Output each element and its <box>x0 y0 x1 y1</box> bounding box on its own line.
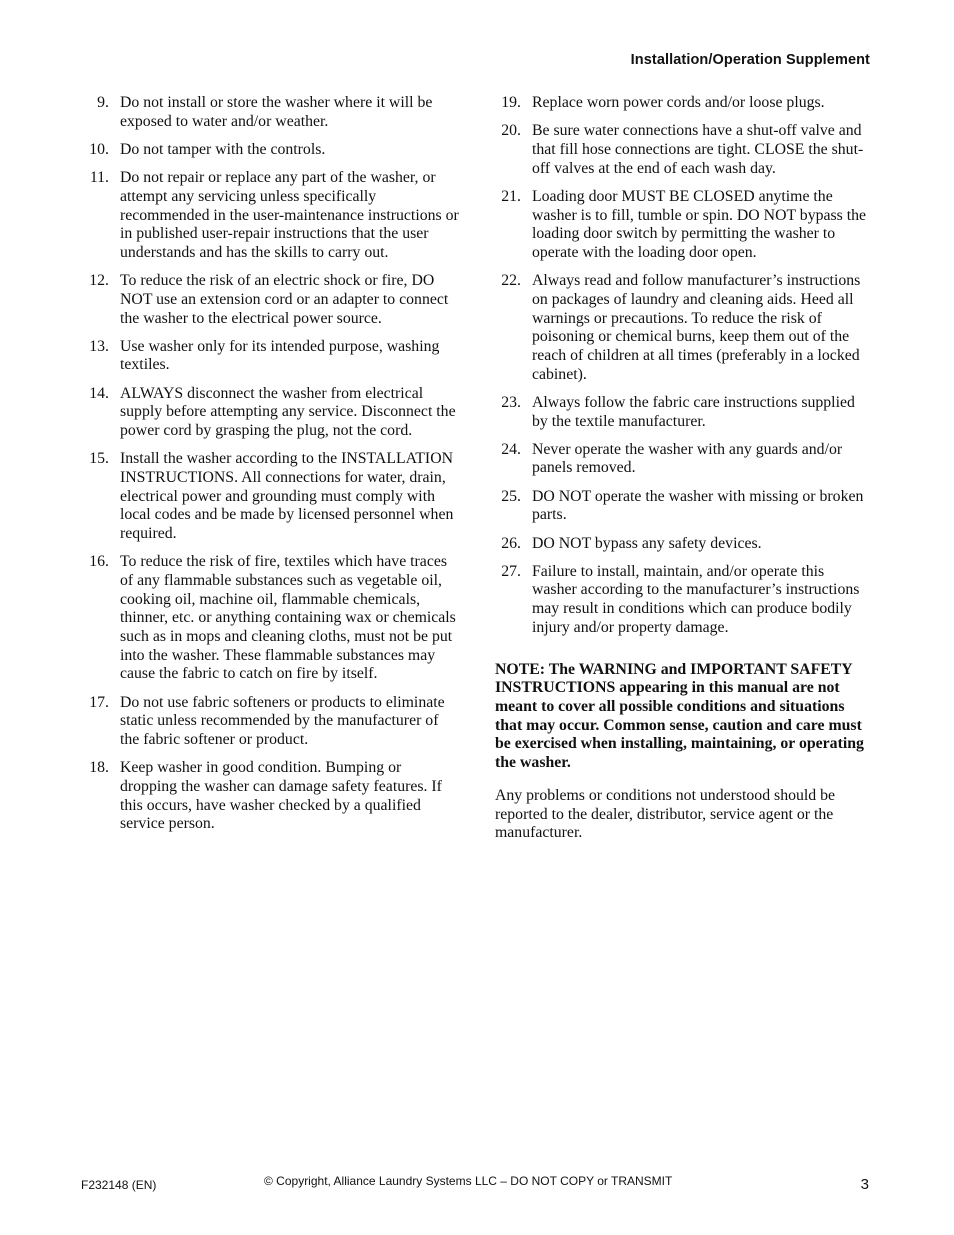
item-number: 26. <box>501 534 521 552</box>
safety-instructions-list-left <box>83 94 461 834</box>
list-item <box>83 694 461 750</box>
item-text: Install the washer according to the INSTALLATION INSTRUCTIONS. All connections for water, drain, electrical power and grounding must comply with local codes and be made by licensed personnel when required. <box>120 450 454 543</box>
item-number: 22. <box>501 272 521 290</box>
list-item <box>83 759 461 834</box>
document-id: F232148 (EN) <box>81 1178 157 1192</box>
list-item <box>83 385 461 441</box>
item-text: DO NOT bypass any safety devices. <box>532 534 762 552</box>
item-text: Always read and follow manufacturer’s instructions on packages of laundry and cleaning aids. Heed all warnings or precautions. To reduce the risk of poisoning or chemical burns, keep them out of the reach of children at all times (preferably in a locked cabinet). <box>532 272 861 383</box>
list-item <box>83 553 461 684</box>
item-number: 24. <box>501 440 521 458</box>
item-text: Replace worn power cords and/or loose plugs. <box>532 94 825 111</box>
item-number: 10. <box>89 140 109 158</box>
item-text: To reduce the risk of fire, textiles which have traces of any flammable substances such as vegetable oil, cooking oil, machine oil, flammable chemicals, thinner, etc. or anything containing wax or chemicals such as in mops and cleaning cloths, must not be put into the washer. These flammable substances may cause the fabric to catch on fire by itself. <box>120 553 456 683</box>
list-item <box>495 441 871 478</box>
item-text: Always follow the fabric care instructions supplied by the textile manufacturer. <box>532 393 855 430</box>
page-header-title: Installation/Operation Supplement <box>630 52 870 68</box>
list-item <box>495 122 871 178</box>
list-item <box>495 394 871 431</box>
item-number: 21. <box>501 187 521 205</box>
item-number: 12. <box>89 272 109 290</box>
item-text: DO NOT operate the washer with missing or broken parts. <box>532 487 864 524</box>
list-item <box>495 535 871 554</box>
item-number: 23. <box>501 393 521 411</box>
item-text: Be sure water connections have a shut-off valve and that fill hose connections are tight. CLOSE the shut-off valves at the end of each wash day. <box>532 122 864 177</box>
item-number: 18. <box>89 759 109 777</box>
item-number: 20. <box>501 122 521 140</box>
list-item <box>83 94 461 131</box>
safety-instructions-list-right <box>495 94 871 638</box>
item-number: 14. <box>89 384 109 402</box>
item-text: Do not repair or replace any part of the washer, or attempt any servicing unless specifically recommended in the user-maintenance instructions or in published user-repair instructions that the user understands and has the skills to carry out. <box>120 169 459 261</box>
list-item <box>83 338 461 375</box>
item-text: Do not install or store the washer where it will be exposed to water and/or weather. <box>120 94 433 130</box>
list-item <box>83 450 461 544</box>
item-number: 9. <box>97 94 109 111</box>
list-item <box>495 272 871 384</box>
item-number: 16. <box>89 553 109 571</box>
item-number: 25. <box>501 487 521 505</box>
right-column <box>495 94 871 843</box>
list-item <box>495 94 871 113</box>
list-item <box>495 188 871 263</box>
safety-note: NOTE: The WARNING and IMPORTANT SAFETY INSTRUCTIONS appearing in this manual are not meant to cover all possible conditions and situations that may occur. Common sense, caution and care must be exercised when installing, maintaining, or operating the washer. <box>495 660 864 772</box>
item-text: Loading door MUST BE CLOSED anytime the washer is to fill, tumble or spin. DO NOT bypass the loading door switch by permitting the washer to operate with the loading door open. <box>532 187 867 261</box>
page-number: 3 <box>860 1176 869 1193</box>
item-text: To reduce the risk of an electric shock or fire, DO NOT use an extension cord or an adapter to connect the washer to the electrical power source. <box>120 272 449 327</box>
item-number: 11. <box>89 169 109 187</box>
list-item <box>83 141 461 160</box>
copyright-notice: © Copyright, Alliance Laundry Systems LLC – DO NOT COPY or TRANSMIT <box>264 1174 673 1188</box>
item-text: Use washer only for its intended purpose, washing textiles. <box>120 337 440 374</box>
item-number: 17. <box>89 693 109 711</box>
list-item <box>83 169 461 263</box>
closing-paragraph: Any problems or conditions not understood should be reported to the dealer, distributor, service agent or the manufacturer. <box>495 786 836 842</box>
list-item <box>83 272 461 328</box>
item-number: 27. <box>501 562 521 580</box>
list-item <box>495 488 871 525</box>
item-number: 15. <box>89 450 109 468</box>
item-number: 19. <box>501 94 521 111</box>
item-text: Never operate the washer with any guards and/or panels removed. <box>532 440 843 477</box>
item-text: Do not use fabric softeners or products to eliminate static unless recommended by the manufacturer of the fabric softener or product. <box>120 693 445 749</box>
item-text: Do not tamper with the controls. <box>120 140 326 158</box>
item-text: ALWAYS disconnect the washer from electrical supply before attempting any service. Disconnect the power cord by grasping the plug, not the cord. <box>120 384 456 440</box>
item-text: Keep washer in good condition. Bumping or dropping the washer can damage safety features. If this occurs, have washer checked by a qualified service person. <box>120 759 442 833</box>
list-item <box>495 563 871 638</box>
item-number: 13. <box>89 337 109 355</box>
left-column <box>83 94 461 844</box>
item-text: Failure to install, maintain, and/or operate this washer according to the manufacturer’s instructions may result in conditions which can produce bodily injury and/or property damage. <box>532 562 860 636</box>
